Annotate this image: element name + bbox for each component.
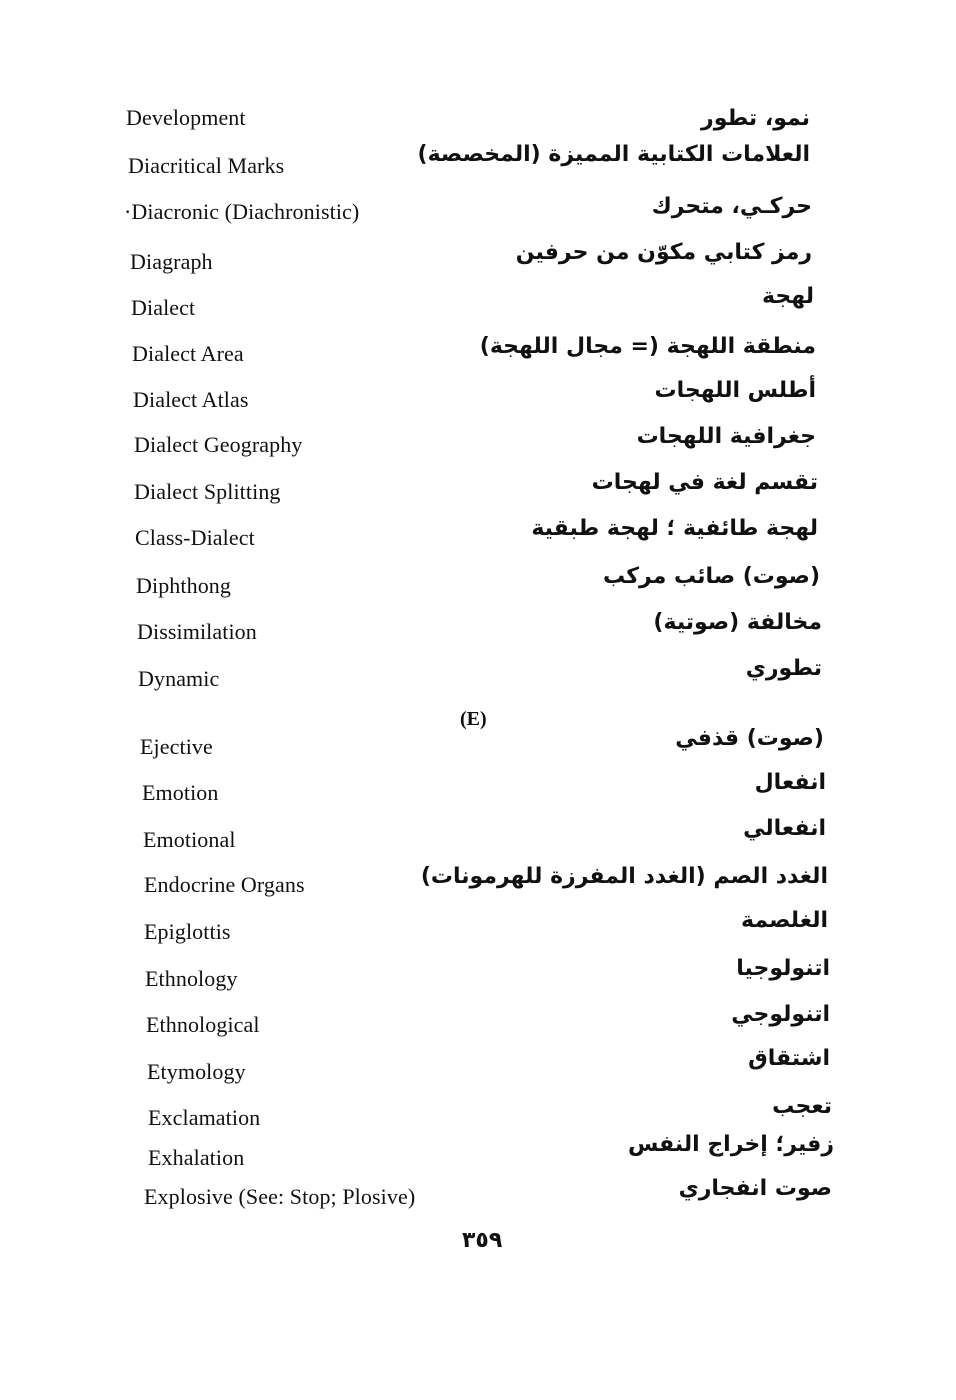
entry-ar: صوت انفجاري [678,1175,832,1201]
entry-ar: الغدد الصم (الغدد المفرزة للهرمونات) [420,863,828,889]
entry-en: ·Diacronic (Diachronistic) [124,199,360,224]
entry-en: Dialect Splitting [134,479,281,504]
entry-en: Diacritical Marks [128,153,285,178]
entry-en: Epiglottis [144,919,231,944]
entry-ar: (صوت) قذفي [675,725,824,751]
entry-ar: تقسم لغة في لهجات [591,469,818,495]
entry-ar: نمو، تطور [701,105,810,131]
section-heading: (E) [460,708,487,730]
entry-ar: الغلصمة [741,907,828,933]
entry-ar: زفير؛ إخراج النفس [627,1131,834,1157]
entry-ar: جغرافية اللهجات [636,423,816,449]
entry-en: Dialect Atlas [133,387,249,412]
entry-ar: حركـي، متحرك [651,193,812,219]
entry-ar: مخالفة (صوتية) [653,609,822,635]
entry-ar: منطقة اللهجة (= مجال اللهجة) [479,333,816,359]
entry-ar: اتنولوجي [731,1001,830,1027]
page-number: ٣٥٩ [462,1228,503,1253]
entry-ar: (صوت) صائب مركب [602,563,820,589]
entry-en: Endocrine Organs [144,872,305,897]
entry-en: Diphthong [136,573,232,598]
entry-en: Diagraph [130,249,213,274]
entry-en: Emotion [142,780,219,805]
entry-ar: تطوري [745,655,822,681]
entry-en: Class-Dialect [135,525,255,550]
entry-en: Dialect [131,295,196,320]
entry-ar: لهجة [762,283,814,309]
entry-en: Exclamation [148,1105,261,1130]
entry-en: Ejective [140,734,213,759]
entry-en: Dialect Geography [134,432,303,457]
entry-ar: لهجة طائفية ؛ لهجة طبقية [531,515,818,541]
entry-ar: العلامات الكتابية المميزة (المخصصة) [417,141,810,167]
entry-en: Etymology [147,1059,246,1084]
entry-en: Exhalation [148,1145,245,1170]
entry-ar: أطلس اللهجات [654,377,816,403]
entry-en: Dialect Area [132,341,244,366]
entry-ar: تعجب [772,1093,832,1119]
entry-ar: رمز كتابي مكوّن من حرفين [515,239,812,265]
entry-ar: انفعالي [743,815,826,841]
entry-en: Explosive (See: Stop; Plosive) [144,1184,416,1209]
entry-en: Ethnology [145,966,238,991]
entry-en: Dynamic [138,666,220,691]
entry-ar: اشتقاق [748,1045,830,1071]
entry-en: Dissimilation [137,619,257,644]
entry-ar: انفعال [754,769,826,795]
entry-en: Ethnological [146,1012,260,1037]
entry-en: Emotional [143,827,236,852]
entry-ar: اتنولوجيا [736,955,830,981]
entry-en: Development [126,105,246,130]
